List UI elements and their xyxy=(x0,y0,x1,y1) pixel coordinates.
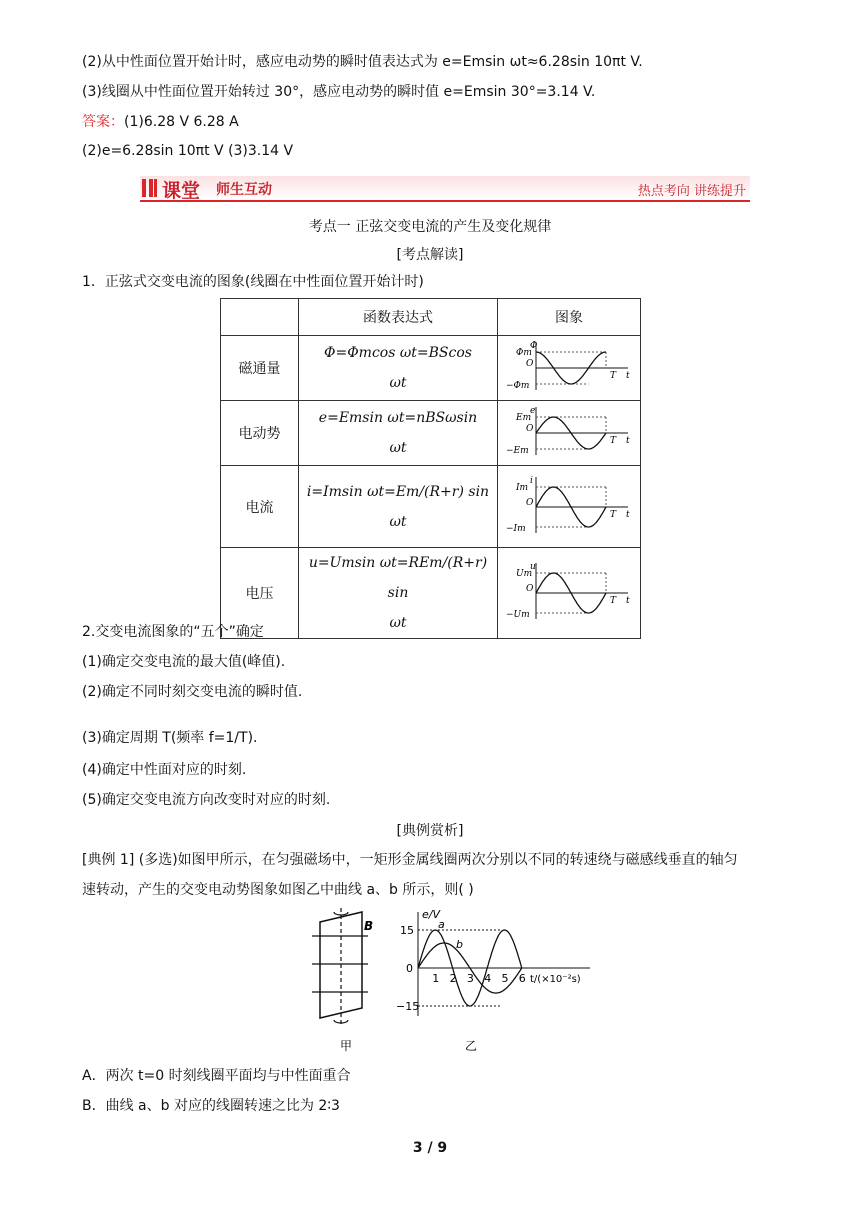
banner-tick xyxy=(142,179,146,197)
graph-period-label: T xyxy=(610,371,617,381)
coil-diagram xyxy=(312,908,368,1026)
answer-label: 答案： xyxy=(82,114,124,130)
graph-neg-label: −Em xyxy=(506,446,529,456)
section-banner xyxy=(140,176,750,200)
row-formula: Φ=Φmcos ωt=BScos ωt xyxy=(299,336,498,401)
banner-tick xyxy=(154,179,157,197)
row-name: 磁通量 xyxy=(221,336,299,401)
y-tick-pos: 15 xyxy=(400,924,414,937)
row-graph xyxy=(498,466,641,548)
graph-origin-label: O xyxy=(526,584,534,594)
graph-origin-label: O xyxy=(526,359,534,369)
section-title: 考点一 正弦交变电流的产生及变化规律 xyxy=(308,219,552,235)
banner-tick xyxy=(149,179,153,197)
origin-label: 0 xyxy=(406,962,413,975)
x-tick-label: 5 xyxy=(501,972,509,985)
graph-neg-label: −Um xyxy=(506,610,530,620)
graph-neg-label: −Im xyxy=(506,523,526,534)
graph-t-label: t xyxy=(626,436,630,446)
item-1: 1．正弦式交变电流的图象(线圈在中性面位置开始计时) xyxy=(82,274,424,290)
banner-right-text: 热点考向 讲练提升 xyxy=(637,184,746,199)
figure-label-a: 甲 xyxy=(340,1039,353,1053)
subsection-title-2: [典例赏析] xyxy=(396,823,464,839)
graph-period-label: T xyxy=(610,596,617,606)
answer-line-1 xyxy=(82,112,239,132)
subsection-title: [考点解读] xyxy=(396,247,464,263)
solution-line-2: (2)从中性面位置开始计时，感应电动势的瞬时值表达式为 e=Emsin ωt≈6.28sin 10πt V. xyxy=(82,54,643,70)
solution-line-3: (3)线圈从中性面位置开始转过 30°，感应电动势的瞬时值 e=Emsin 30°=3.14 V. xyxy=(82,84,596,100)
x-tick-label: 4 xyxy=(484,972,492,985)
graph-origin-label: O xyxy=(526,424,534,434)
x-tick-label: 3 xyxy=(466,972,474,985)
graph-pos-label: Um xyxy=(516,569,533,579)
item-2-5: (5)确定交变电流方向改变时对应的时刻. xyxy=(82,792,331,808)
y-tick-neg: −15 xyxy=(396,1000,420,1013)
graph-origin-label: O xyxy=(526,497,534,508)
table-header xyxy=(221,299,299,336)
curve-a-label: a xyxy=(438,918,445,931)
item-2-3: (3)确定周期 T(频率 f=1/T). xyxy=(82,730,258,746)
item-2: 2.交变电流图象的“五个”确定 xyxy=(82,624,264,640)
graph-y-label: i xyxy=(530,475,533,486)
table-row xyxy=(221,401,641,466)
option-a: A．两次 t=0 时刻线圈平面均与中性面重合 xyxy=(82,1068,351,1084)
curve-b-label: b xyxy=(456,938,463,951)
graph-t-label: t xyxy=(626,371,630,381)
row-name: 电压 xyxy=(221,548,299,639)
example-figure xyxy=(300,908,600,1058)
example-line-2: 速转动，产生的交变电动势图象如图乙中曲线 a、b 所示，则( ) xyxy=(82,882,474,898)
row-graph xyxy=(498,401,641,466)
page-number: 3 / 9 xyxy=(412,1140,448,1156)
graph-pos-label: Em xyxy=(516,413,532,423)
x-tick-label: 6 xyxy=(518,972,526,985)
table-header: 函数表达式 xyxy=(299,299,498,336)
graph-period-label: T xyxy=(610,436,617,446)
graph-neg-label: −Φm xyxy=(506,381,530,391)
item-2-2: (2)确定不同时刻交变电流的瞬时值. xyxy=(82,684,303,700)
row-name: 电流 xyxy=(221,466,299,548)
option-b: B．曲线 a、b 对应的线圈转速之比为 2∶3 xyxy=(82,1098,340,1114)
table-row xyxy=(221,336,641,401)
row-formula: u=Umsin ωt=REm/(R+r) sin ωt xyxy=(299,548,498,639)
item-2-4: (4)确定中性面对应的时刻. xyxy=(82,762,247,778)
graph-y-label: u xyxy=(530,562,536,572)
graph-pos-label: Im xyxy=(516,482,529,493)
graph-t-label: t xyxy=(626,509,630,520)
graph-t-label: t xyxy=(626,596,630,606)
item-2-1: (1)确定交变电流的最大值(峰值). xyxy=(82,654,286,670)
y-axis-label: e/V xyxy=(422,908,440,921)
field-label: B xyxy=(364,919,374,933)
table-row xyxy=(221,548,641,639)
formula-table xyxy=(220,298,641,639)
x-tick-label: 1 xyxy=(432,972,440,985)
answer-line-2: (2)e=6.28sin 10πt V (3)3.14 V xyxy=(82,143,294,159)
graph-y-label: Φ xyxy=(530,341,538,351)
banner-subtitle: 师生互动 xyxy=(216,182,272,198)
x-axis-label: t/(×10⁻²s) xyxy=(530,974,581,985)
banner-title: 课堂 xyxy=(162,180,201,202)
x-tick-label: 2 xyxy=(449,972,457,985)
graph-period-label: T xyxy=(610,509,617,520)
figure-label-b: 乙 xyxy=(465,1039,478,1053)
row-formula: e=Emsin ωt=nBSωsin ωt xyxy=(299,401,498,466)
graph-y-label: e xyxy=(530,406,536,416)
answer-1: (1)6.28 V 6.28 A xyxy=(124,114,239,130)
table-header: 图象 xyxy=(498,299,641,336)
example-line-1: [典例 1] (多选)如图甲所示，在匀强磁场中，一矩形金属线圈两次分别以不同的转速绕与磁感线垂直的轴匀 xyxy=(82,852,738,868)
graph-pos-label: Φm xyxy=(516,348,532,358)
table-row xyxy=(221,466,641,548)
rotation-arrow xyxy=(334,912,348,915)
row-formula: i=Imsin ωt=Em/(R+r) sin ωt xyxy=(299,466,498,548)
row-graph xyxy=(498,548,641,639)
row-graph xyxy=(498,336,641,401)
row-name: 电动势 xyxy=(221,401,299,466)
